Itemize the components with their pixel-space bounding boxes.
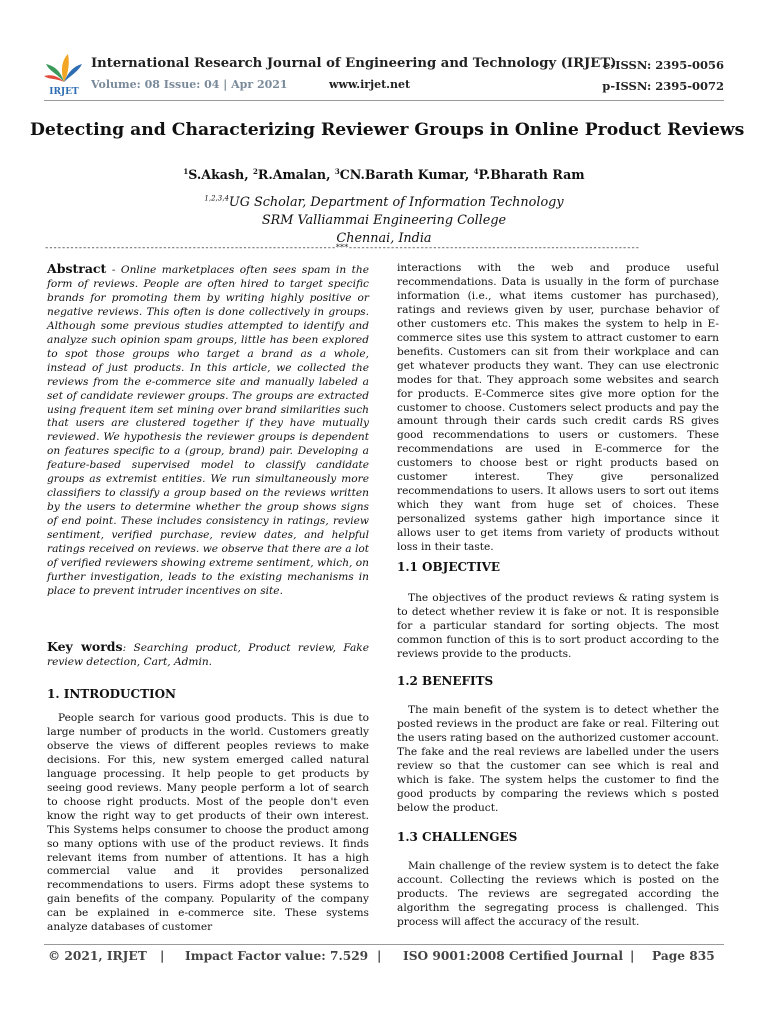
footer-copyright: © 2021, IRJET <box>48 949 147 963</box>
challenges-body <box>397 860 719 930</box>
paper-title: Detecting and Characterizing Reviewer Groups in Online Product Reviews <box>30 120 745 140</box>
objective-text: The objectives of the product reviews & rating system is to detect whether review it is fake or not. It is responsible for a particular standard for sorting objects. The most common function of this is to sort product according to the reviews provide to the products. <box>397 592 719 660</box>
challenges-heading-block <box>397 831 719 845</box>
affiliation-line-1: $^{1,2,3,4}$UG Scholar, Department of Information Technology <box>204 194 564 210</box>
affiliation-line-2: SRM Valliammai Engineering College <box>261 213 507 228</box>
footer-page-number: Page 835 <box>652 949 715 963</box>
journal-website[interactable]: www.irjet.net <box>329 78 411 91</box>
author-sup: 3 <box>334 166 340 176</box>
left-column <box>47 262 369 599</box>
challenges-text: Main challenge of the review system is to detect the fake account. Collecting the reviews which is posted on the products. The reviews are segregated according the algorithm the segregating process is challenged. This process will affect the accuracy of the result. <box>397 860 719 928</box>
benefits-heading-block <box>397 675 719 689</box>
objective-heading-block <box>397 561 719 575</box>
footer-divider-char: | <box>377 949 382 963</box>
keywords-label: Key words <box>47 639 123 654</box>
keywords-text: : Searching product, Product review, Fake review detection, Cart, Admin. <box>47 642 369 668</box>
footer-divider-char: | <box>160 949 165 963</box>
journal-name: International Research Journal of Engineering and Technology (IRJET) <box>91 56 617 71</box>
benefits-heading: 1.2 BENEFITS <box>397 674 494 688</box>
abstract-text: - Online marketplaces often sees spam in the form of reviews. People are often hired to target specific brands for promoting them by writing highly positive or negative reviews. This often is done collectively in groups. Although some previous studies attempted to identify and analyze such opinion spam groups, little has been explored to spot those groups who target a brand as a whole, instead of just products. In this article, we collected the reviews from the e-commerce site and manually labeled a set of candidate reviewer groups. The groups are extracted using frequent item set mining over brand similarities such that users are clustered together if they have mutually reviewed. We hypothesis the reviewer groups is dependent on features specific to a (group, brand) pair. Developing a feature-based supervised model to classify candidate groups as extremist entities. We run simultaneously more classifiers to classify a group based on the reviews written by the users to determine whether the group shows signs of end point. These includes consistency in ratings, review sentiment, verified purchase, review dates, and helpful ratings received on reviews. we observe that there are a lot of verified reviewers showing extreme sentiment, which, on further investigation, leads to the existing mechanisms in place to prevent intruder incentives on site. <box>47 264 369 597</box>
introduction-body <box>47 712 369 935</box>
author-sup: 4 <box>473 166 479 176</box>
author-sup: 2 <box>252 166 258 176</box>
keywords <box>47 640 369 670</box>
benefits-body <box>397 704 719 816</box>
author-name: P.Bharath Ram <box>478 167 585 182</box>
e-issn: e-ISSN: 2395-0056 <box>603 58 724 72</box>
introduction-heading-block <box>47 688 369 702</box>
footer-iso: ISO 9001:2008 Certified Journal <box>403 949 624 963</box>
objective-body <box>397 592 719 662</box>
section-separator: ---------------------------------------------------------------------***--------------------------------------------------------------------- <box>44 243 639 253</box>
right-column <box>397 262 719 555</box>
footer-divider <box>44 944 724 945</box>
introduction-heading: 1. INTRODUCTION <box>47 687 177 701</box>
header-divider <box>44 100 724 101</box>
logo-text: IRJET <box>49 87 79 96</box>
affiliation-line-3: Chennai, India <box>336 231 432 246</box>
footer-impact-factor: Impact Factor value: 7.529 <box>185 949 369 963</box>
journal-header <box>44 52 724 98</box>
irjet-logo-icon <box>44 52 84 96</box>
affiliation-sup: 1,2,3,4 <box>204 194 229 203</box>
introduction-text: People search for various good products. This is due to large number of products in the world. Customers greatly observe the views of different peoples reviews to make decisions. For this, new system emerged called natural language processing. It help people to get products by seeing good reviews. Many people perform a lot of search to choose right products. Most of the people don't even know the right way to get products of their own interest. This Systems helps consumer to choose the product among so many options with use of the product reviews. It finds relevant items from number of attentions. It has a high commercial value and it provides personalized recommendations to users. Firms adopt these systems to gain benefits of the company. Popularity of the company can be explained in e-commerce site. These systems analyze databases of customer <box>47 712 369 934</box>
p-issn: p-ISSN: 2395-0072 <box>602 79 724 93</box>
abstract <box>47 262 369 599</box>
introduction-continued: interactions with the web and produce useful recommendations. Data is usually in the form of purchase information (i.e., what items customer has purchased), ratings and reviews given by user, purchase behavior of other customers etc. This makes the system to help in E-commerce sites use this system to attract customer to earn benefits. Customers can sit from their workplace and can get whatever products they want. They can use electronic modes for that. They approach some websites and search for products. E-Commerce sites give more option for the customer to choose. Customers select products and pay the amount through their cards such credit cards RS gives good recommendations to users or customers. These recommendations are used in E-commerce for the customers to choose best or right products based on customer interest. They give personalized recommendations to users. It allows users to sort out items which they want from huge set of choices. These personalized systems gather high importance since it allows user to get items from variety of products without loss in their taste. <box>397 262 719 554</box>
journal-volume: Volume: 08 Issue: 04 | Apr 2021 <box>91 78 288 91</box>
author-name: CN.Barath Kumar, <box>339 167 474 182</box>
footer-divider-char: | <box>630 949 635 963</box>
objective-heading: 1.1 OBJECTIVE <box>397 560 501 574</box>
benefits-text: The main benefit of the system is to detect whether the posted reviews in the product are fake or real. Filtering out the users rating based on the authorized customer account. The fake and the real reviews are labelled under the users review so that the customer can see which is real and which is fake. The system helps the customer to find the good products by comparing the reviews which s posted below the product. <box>397 704 719 814</box>
author-name: S.Akash, <box>188 167 253 182</box>
abstract-label: Abstract <box>47 261 107 276</box>
author-name: R.Amalan, <box>257 167 335 182</box>
author-sup: 1 <box>183 166 189 176</box>
challenges-heading: 1.3 CHALLENGES <box>397 830 518 844</box>
author-list <box>30 167 738 182</box>
